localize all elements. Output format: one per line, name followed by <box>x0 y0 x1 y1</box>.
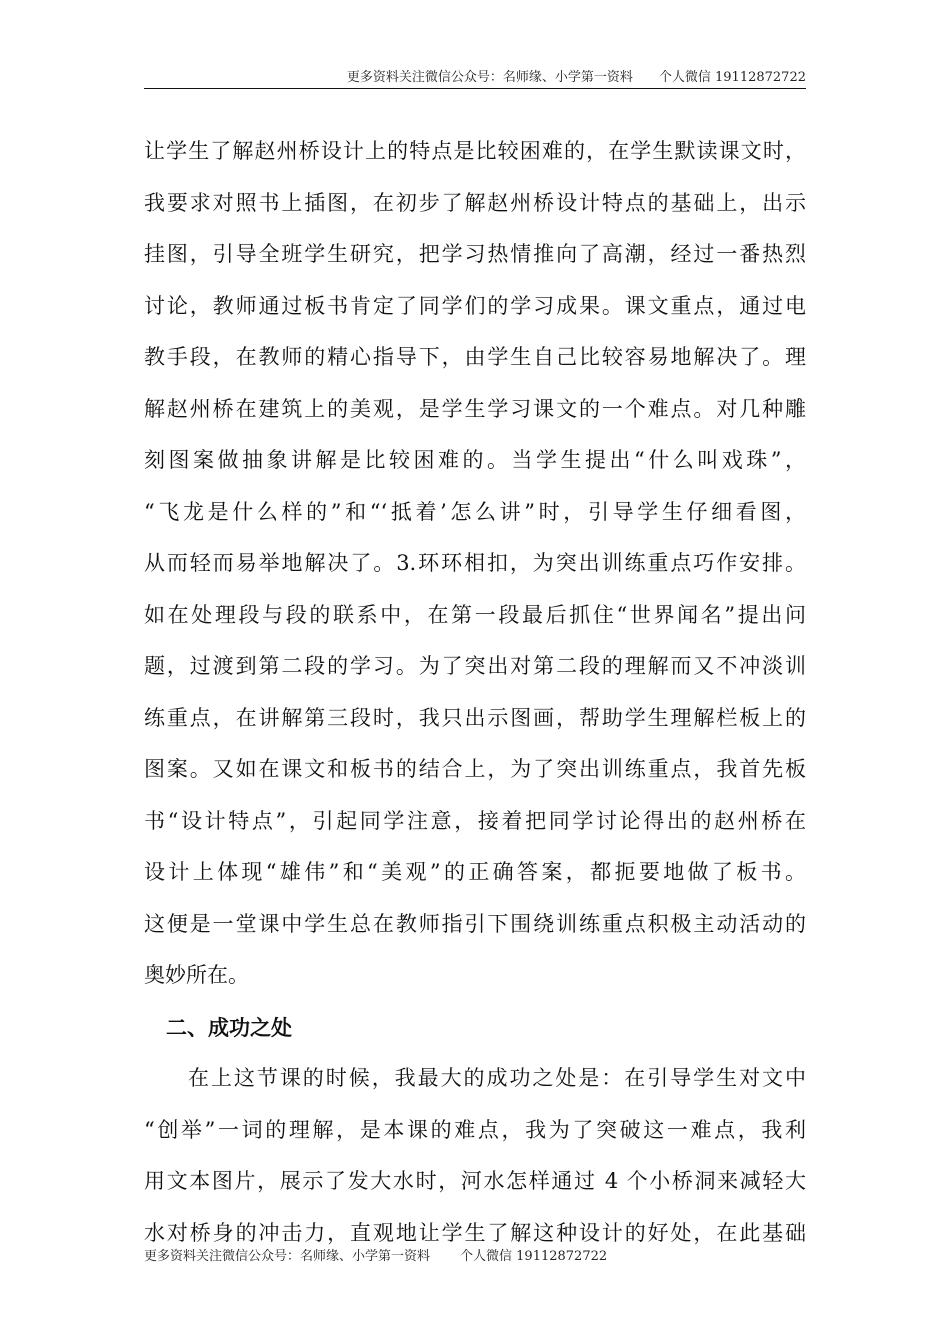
text-line: 从而轻而易举地解决了。3.环环相扣，为突出训练重点巧作安排。 <box>144 551 806 575</box>
text-line: 让学生了解赵州桥设计上的特点是比较困难的，在学生默读课文时， <box>144 139 806 163</box>
text-line: 如在处理段与段的联系中，在第一段最后抓住“世界闻名”提出问 <box>144 602 806 627</box>
text-line: 挂图，引导全班学生研究，把学习热情推向了高潮，经过一番热烈 <box>144 242 806 266</box>
text-line: 练重点，在讲解第三段时，我只出示图画，帮助学生理解栏板上的 <box>144 705 806 730</box>
page-footer <box>144 1245 607 1264</box>
text-line: “飞龙是什么样的”和“‘抵着’怎么讲”时，引导学生仔细看图， <box>144 499 806 524</box>
text-line: 奥妙所在。 <box>144 963 249 987</box>
text-line: 设计上体现“雄伟”和“美观”的正确答案，都扼要地做了板书。 <box>144 860 806 884</box>
text-line: 书“设计特点”，引起同学注意，接着把同学讨论得出的赵州桥在 <box>144 808 806 833</box>
text-line: 教手段，在教师的精心指导下，由学生自己比较容易地解决了。理 <box>144 345 806 369</box>
text-line: 在上这节课的时候，我最大的成功之处是：在引导学生对文中 <box>188 1066 806 1090</box>
text-line: 水对桥身的冲击力，直观地让学生了解这种设计的好处，在此基础 <box>144 1220 806 1245</box>
document-body <box>144 126 806 1259</box>
page-header: 更多资料关注微信公众号：名师缘、小学第一资料 个人微信 19112872722 <box>346 70 806 85</box>
paragraph-2 <box>144 1053 806 1259</box>
text-line: 我要求对照书上插图，在初步了解赵州桥设计特点的基础上，出示 <box>144 190 806 215</box>
text-line: 图案。又如在课文和板书的结合上，为了突出训练重点，我首先板 <box>144 757 806 781</box>
text-line: 题，过渡到第二段的学习。为了突出对第二段的理解而又不冲淡训 <box>144 654 806 678</box>
text-line: 用文本图片，展示了发大水时，河水怎样通过 4 个小桥洞来减轻大 <box>144 1169 806 1193</box>
header-divider <box>144 88 806 89</box>
text-line: 这便是一堂课中学生总在教师指引下围绕训练重点积极主动活动的 <box>144 911 806 936</box>
section-heading: 二、成功之处 <box>166 1014 292 1040</box>
text-line: 讨论，教师通过板书肯定了同学们的学习成果。课文重点，通过电 <box>144 293 806 318</box>
footer-source: 更多资料关注微信公众号：名师缘、小学第一资料 <box>144 1249 431 1264</box>
text-line: “创举”一词的理解，是本课的难点，我为了突破这一难点，我利 <box>144 1117 806 1142</box>
text-line: 刻图案做抽象讲解是比较困难的。当学生提出“什么叫戏珠”， <box>144 448 806 472</box>
text-line: 解赵州桥在建筑上的美观，是学生学习课文的一个难点。对几种雕 <box>144 396 806 421</box>
paragraph-1 <box>144 126 806 1002</box>
footer-wechat: 个人微信 19112872722 <box>460 1249 608 1264</box>
